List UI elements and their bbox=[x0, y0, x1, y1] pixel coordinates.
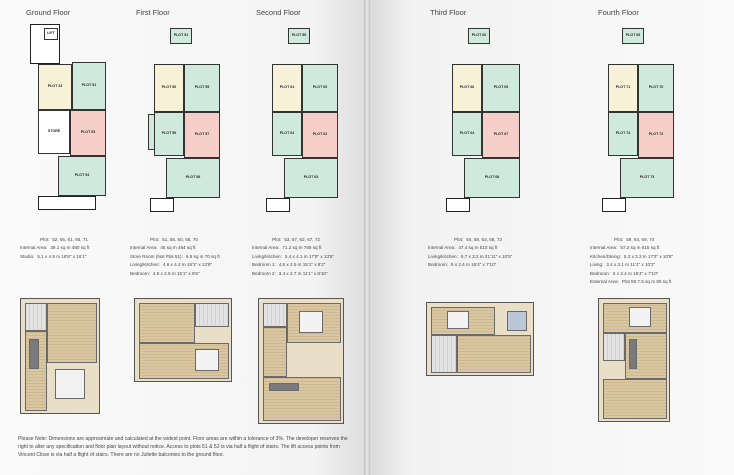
ground-entrance bbox=[38, 196, 96, 210]
second-floor-title: Second Floor bbox=[256, 8, 301, 17]
ground-store: STORE bbox=[38, 110, 70, 154]
second-3d-render bbox=[258, 298, 344, 424]
ground-plot-51: PLOT 51 bbox=[72, 62, 106, 110]
first-floor-title: First Floor bbox=[136, 8, 170, 17]
third-balcony bbox=[446, 198, 470, 212]
second-plot-61: PLOT 61 bbox=[272, 64, 302, 112]
first-plot-57: PLOT 57 bbox=[184, 112, 220, 158]
fourth-plot-71: PLOT 71 bbox=[608, 64, 638, 112]
render-terrace bbox=[507, 311, 527, 331]
third-plot-60: PLOT 60 bbox=[468, 28, 490, 44]
ground-floor-specs bbox=[20, 236, 89, 261]
third-floor-plan bbox=[436, 24, 524, 220]
second-plot-64: PLOT 64 bbox=[272, 112, 302, 156]
render-bathroom bbox=[603, 333, 625, 361]
spec-line: Living/Kitchen: 5.4 x 4.1 m 17'8" x 13'5" bbox=[252, 253, 335, 259]
fourth-plot-65: PLOT 65 bbox=[622, 28, 644, 44]
third-3d-render bbox=[426, 302, 534, 376]
spec-line: Bedroom: 5 x 2.4 m 16'4" x 7'10" bbox=[428, 262, 497, 268]
ground-plot-53: PLOT 53 bbox=[70, 110, 106, 156]
render-bed bbox=[299, 311, 323, 333]
spec-line: Internal Area: 39.1 sq m 480 sq ft bbox=[20, 245, 90, 251]
render-bed bbox=[447, 311, 469, 329]
ground-lift: LIFT bbox=[44, 28, 58, 40]
third-plot-64: PLOT 64 bbox=[452, 112, 482, 156]
first-3d-render bbox=[134, 298, 232, 382]
spec-line: Plot: 59, 64, 69, 74 bbox=[614, 237, 655, 242]
fourth-3d-render bbox=[598, 298, 670, 422]
first-plot-58: PLOT 58 bbox=[166, 158, 220, 198]
first-balcony bbox=[150, 198, 174, 212]
disclaimer-note: Please Note: Dimensions are approximate and calculated at the widest point. Floor areas are within a tolerance of 3%. The developer reserves the right to alter any specification and floor plan layout without notice. Access to plots 51 & 52 is via half a flight of stairs. The lift access points from Vincent Close is via half a flight of stairs. There are no Juliette balconies to the ground floor. bbox=[18, 436, 348, 458]
spec-line: Living/Kitchen: 4.6 x 4.2 m 15'1" x 13'9" bbox=[130, 262, 213, 268]
third-floor-specs bbox=[428, 236, 512, 270]
spec-line: External Area: Plot 59 7.5 sq m 80 sq ft bbox=[590, 279, 672, 285]
render-counter bbox=[269, 383, 299, 391]
render-bathroom bbox=[25, 303, 47, 331]
third-plot-67: PLOT 67 bbox=[482, 112, 520, 158]
fourth-plot-74: PLOT 74 bbox=[608, 112, 638, 156]
ground-3d-render bbox=[20, 298, 100, 414]
render-living bbox=[47, 303, 97, 363]
ground-plot-23: PLOT 23 bbox=[38, 64, 72, 110]
render-bed bbox=[195, 349, 219, 371]
third-floor-title: Third Floor bbox=[430, 8, 467, 17]
spec-line: Kitchen/Dining: 5.3 x 3.3 m 17'3" x 10'8" bbox=[590, 253, 674, 259]
second-balcony bbox=[266, 198, 290, 212]
third-plot-66: PLOT 66 bbox=[452, 64, 482, 112]
render-bed bbox=[55, 369, 85, 399]
render-bed bbox=[629, 307, 651, 327]
spec-line: Plot: 52, 56, 61, 66, 71 bbox=[40, 237, 88, 242]
fourth-floor-plan bbox=[600, 24, 680, 220]
render-counter bbox=[629, 339, 637, 369]
spec-line: Plot: 53, 57, 62, 67, 72 bbox=[272, 237, 320, 242]
fourth-balcony bbox=[602, 198, 626, 212]
render-bathroom bbox=[263, 303, 287, 327]
render-bathroom bbox=[195, 303, 229, 327]
spec-line: Living: 3.4 x 3.1 m 11'1" x 10'2" bbox=[590, 262, 656, 268]
spec-line: Studio: 5.1 x 4.9 m 16'8" x 16'1" bbox=[20, 253, 87, 259]
render-bathroom bbox=[431, 335, 457, 373]
spec-line: Internal Area: 57.2 sq m 615 sq ft bbox=[590, 245, 660, 251]
fourth-floor-specs bbox=[590, 236, 673, 286]
fourth-plot-70: PLOT 70 bbox=[638, 64, 674, 112]
render-living bbox=[139, 303, 195, 343]
spec-line: Store Room (Not Plot 51): 6.5 sq m 70 sq ft bbox=[130, 253, 220, 259]
second-floor-specs bbox=[252, 236, 334, 278]
first-plot-56: PLOT 56 bbox=[154, 64, 184, 112]
first-plot-55: PLOT 55 bbox=[184, 64, 220, 112]
spec-line: Internal Area: 45 sq m 484 sq ft bbox=[130, 245, 196, 251]
spec-line: Plot: 51, 55, 60, 65, 70 bbox=[150, 237, 198, 242]
second-plot-62: PLOT 62 bbox=[302, 112, 338, 158]
third-plot-65: PLOT 65 bbox=[482, 64, 520, 112]
second-plot-63: PLOT 63 bbox=[284, 158, 338, 198]
spec-line: Bedroom: 4.6 x 2.6 m 15'1" x 8'6" bbox=[130, 270, 200, 276]
second-plot-60: PLOT 60 bbox=[302, 64, 338, 112]
spec-line: Living/Kitchen: 6.7 x 3.2 m 21'11" x 10'5" bbox=[428, 253, 513, 259]
spec-line: Internal Area: 47.4 sq m 510 sq ft bbox=[428, 245, 498, 251]
spec-line: Plot: 54, 58, 63, 68, 73 bbox=[454, 237, 502, 242]
first-plot-59: PLOT 59 bbox=[154, 112, 184, 156]
fourth-plot-73: PLOT 73 bbox=[620, 158, 674, 198]
spec-line: Bedroom 2: 3.4 x 2.7 m 11'1" x 8'10" bbox=[252, 270, 328, 276]
spec-line: Internal Area: 71.2 sq m 766 sq ft bbox=[252, 245, 322, 251]
first-plot-51: PLOT 51 bbox=[170, 28, 192, 44]
ground-floor-title: Ground Floor bbox=[26, 8, 71, 17]
book-spine bbox=[364, 0, 370, 475]
render-living bbox=[603, 379, 667, 419]
ground-plot-54: PLOT 54 bbox=[58, 156, 106, 196]
second-floor-plan bbox=[262, 24, 342, 220]
render-counter bbox=[29, 339, 39, 369]
spec-line: Bedroom: 5 x 2.4 m 16'4" x 7'10" bbox=[590, 270, 659, 276]
third-plot-68: PLOT 68 bbox=[464, 158, 520, 198]
render-living bbox=[457, 335, 531, 373]
ground-floor-plan bbox=[22, 24, 106, 220]
first-floor-plan bbox=[146, 24, 226, 220]
first-floor-specs bbox=[130, 236, 220, 278]
spec-line: Bedroom 1: 4.6 x 2.5 m 15'1" x 8'2" bbox=[252, 262, 326, 268]
render-bedroom-2 bbox=[263, 327, 287, 377]
second-plot-55: PLOT 55 bbox=[288, 28, 310, 44]
fourth-plot-72: PLOT 72 bbox=[638, 112, 674, 158]
fourth-floor-title: Fourth Floor bbox=[598, 8, 639, 17]
